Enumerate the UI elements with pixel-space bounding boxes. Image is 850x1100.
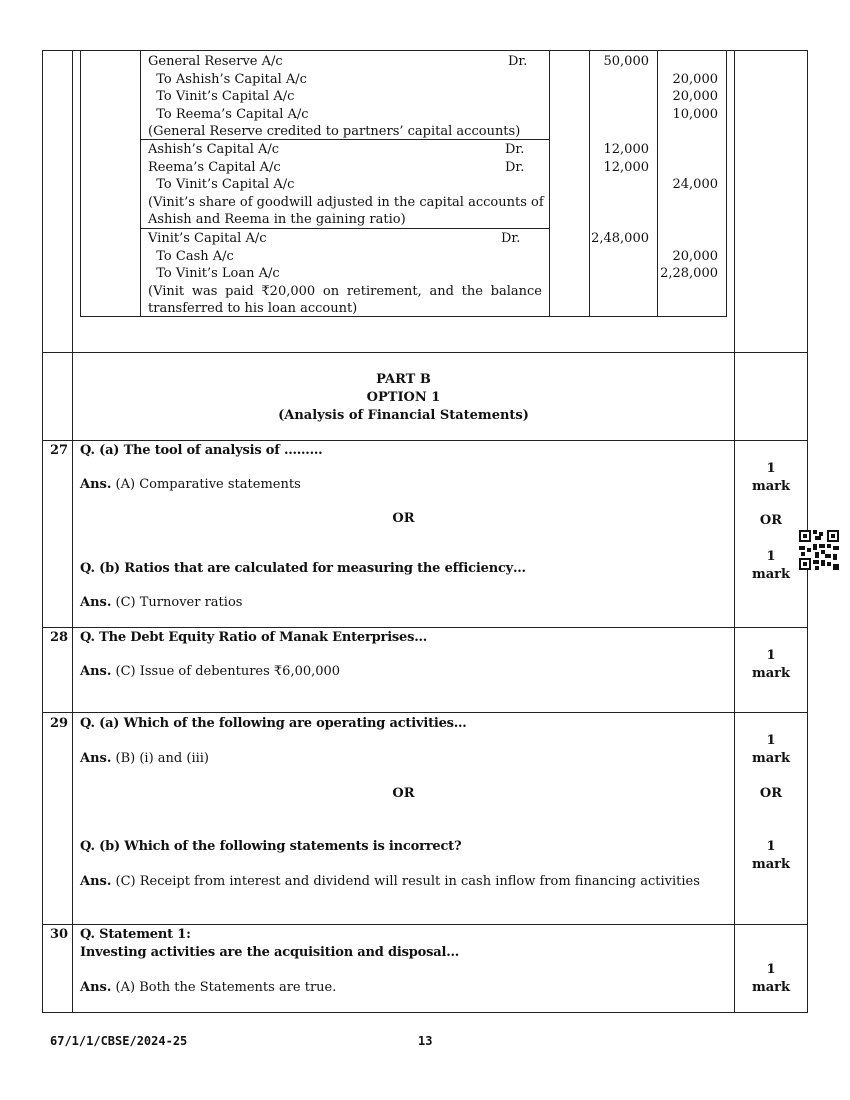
question-text: Q. The Debt Equity Ratio of Manak Enterprises…: [80, 630, 428, 645]
marks-unit: mark: [751, 567, 791, 582]
debit-amount: 12,000: [603, 142, 649, 157]
option-title: OPTION 1: [366, 390, 441, 405]
paper-code: 67/1/1/CBSE/2024-25: [50, 1034, 188, 1048]
answer-text: (C) Receipt from interest and dividend will result in cash inflow from financing activities: [115, 874, 700, 889]
credit-amount: 20,000: [672, 89, 718, 105]
question-text: Q. (a) The tool of analysis of ………: [80, 443, 323, 458]
answer: [80, 664, 340, 679]
marks-value: 1: [766, 962, 776, 977]
question-text: Q. Statement 1:: [80, 927, 191, 942]
marks: [734, 647, 808, 683]
credit-amount: 24,000: [672, 177, 718, 193]
journal-account: Reema’s Capital A/c: [148, 159, 281, 175]
question-text: Q. (a) Which of the following are operating activities…: [80, 716, 467, 731]
answer-text: (C) Turnover ratios: [115, 595, 243, 610]
section-subtitle: (Analysis of Financial Statements): [278, 408, 529, 423]
credit-amount: 2,28,000: [660, 266, 718, 282]
debit-amount: 50,000: [603, 54, 649, 69]
answer: [80, 477, 301, 492]
answer: [80, 595, 242, 610]
part-title: PART B: [376, 372, 431, 387]
marks-value: 1: [766, 733, 776, 748]
answer: [80, 874, 700, 889]
marks: [734, 460, 808, 496]
question-text: Investing activities are the acquisition and disposal…: [80, 945, 459, 960]
question-text: Q. (b) Which of the following statements is incorrect?: [80, 839, 462, 854]
debit-marker: Dr.: [501, 231, 521, 246]
answer-text: (C) Issue of debentures ₹6,00,000: [115, 664, 341, 679]
marks-unit: mark: [751, 751, 791, 766]
journal-account: Ashish’s Capital A/c: [148, 142, 280, 157]
marks-value: 1: [766, 839, 776, 854]
answer-label: Ans.: [80, 874, 112, 889]
marks-unit: mark: [751, 857, 791, 872]
question-text: Q. (b) Ratios that are calculated for measuring the efficiency…: [80, 561, 526, 576]
credit-amount: 20,000: [672, 71, 718, 87]
debit-amount: 2,48,000: [591, 231, 649, 246]
marks-unit: mark: [751, 666, 791, 681]
answer-label: Ans.: [80, 477, 112, 492]
credit-amount: 20,000: [672, 248, 718, 264]
answer-label: Ans.: [80, 664, 112, 679]
question-number: 30: [50, 927, 69, 942]
journal-narration: Ashish and Reema in the gaining ratio): [148, 212, 406, 228]
marks-value: 1: [766, 461, 776, 476]
page-number: 13: [418, 1034, 433, 1048]
debit-amount: 12,000: [603, 159, 649, 175]
journal-narration: (General Reserve credited to partners’ capital accounts): [148, 124, 521, 140]
marks-or: OR: [759, 513, 783, 528]
marks-or: OR: [759, 786, 783, 801]
or-divider: OR: [392, 786, 415, 801]
journal-account: To Ashish’s Capital A/c: [148, 71, 307, 87]
journal-narration: (Vinit’s share of goodwill adjusted in the capital accounts of: [148, 194, 544, 210]
answer: [80, 980, 336, 995]
journal-account: To Vinit’s Capital A/c: [148, 89, 295, 105]
journal-narration: (Vinit was paid ₹20,000 on retirement, and the balance: [148, 283, 542, 299]
answer-label: Ans.: [80, 980, 112, 995]
journal-account: To Cash A/c: [148, 248, 234, 264]
credit-amount: 10,000: [672, 106, 718, 122]
answer-text: (A) Comparative statements: [115, 477, 301, 492]
question-number: 28: [50, 630, 69, 645]
answer-text: (B) (i) and (iii): [115, 751, 209, 766]
debit-marker: Dr.: [505, 159, 525, 175]
journal-account: To Vinit’s Loan A/c: [148, 266, 280, 282]
marks: [734, 961, 808, 997]
journal-account: Vinit’s Capital A/c: [148, 231, 267, 246]
marks-unit: mark: [751, 479, 791, 494]
marks-value: 1: [766, 648, 776, 663]
journal-narration: transferred to his loan account): [148, 301, 358, 317]
debit-marker: Dr.: [505, 142, 525, 157]
debit-marker: Dr.: [508, 54, 528, 69]
marks-value: 1: [766, 549, 776, 564]
marks: [734, 838, 808, 874]
or-divider: OR: [392, 511, 415, 526]
qr-code-icon: [799, 530, 839, 570]
question-number: 29: [50, 716, 69, 731]
question-number: 27: [50, 443, 69, 458]
answer-label: Ans.: [80, 751, 112, 766]
answer-label: Ans.: [80, 595, 112, 610]
journal-account: General Reserve A/c: [148, 54, 283, 69]
marks: [734, 732, 808, 768]
journal-account: To Vinit’s Capital A/c: [148, 177, 295, 193]
answer-text: (A) Both the Statements are true.: [115, 980, 337, 995]
journal-account: To Reema’s Capital A/c: [148, 106, 309, 122]
marks: [734, 548, 808, 584]
marks-unit: mark: [751, 980, 791, 995]
answer: [80, 751, 209, 766]
